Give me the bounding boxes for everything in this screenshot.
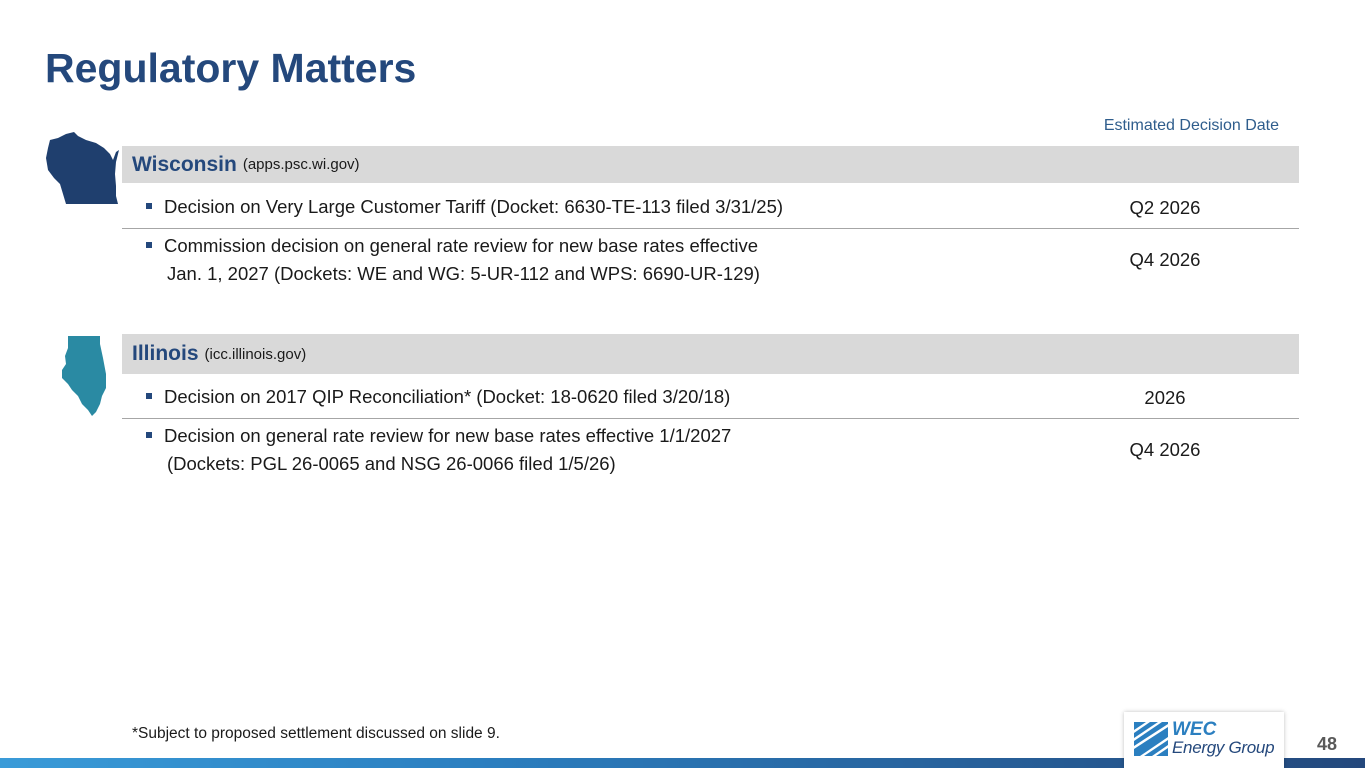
row-text-line1: Decision on Very Large Customer Tariff (Docket: 6630-TE-113 filed 3/31/25) (164, 196, 784, 217)
footnote: *Subject to proposed settlement discussed on slide 9. (132, 725, 500, 742)
row-description (164, 232, 760, 288)
table-row (122, 230, 1299, 290)
row-description (164, 383, 730, 411)
bullet-icon (146, 242, 152, 248)
section-header-illinois (122, 334, 1299, 374)
table-row (122, 184, 1299, 229)
row-text-line2: (Dockets: PGL 26-0065 and NSG 26-0066 filed 1/5/26) (167, 453, 616, 474)
page-title: Regulatory Matters (45, 45, 417, 91)
row-decision-date: Q4 2026 (1129, 249, 1201, 270)
bullet-icon (146, 393, 152, 399)
table-row (122, 375, 1299, 419)
row-text-line1: Decision on 2017 QIP Reconciliation* (Docket: 18-0620 filed 3/20/18) (164, 386, 731, 407)
logo-text-wec: WEC (1172, 719, 1217, 740)
wisconsin-map-icon (44, 130, 120, 206)
row-text-line1: Decision on general rate review for new base rates effective 1/1/2027 (164, 425, 732, 446)
table-row (122, 420, 1299, 480)
bullet-icon (146, 432, 152, 438)
row-decision-date: Q4 2026 (1129, 439, 1201, 460)
state-url: (icc.illinois.gov) (204, 345, 307, 363)
row-decision-date: Q2 2026 (1129, 197, 1201, 218)
state-url: (apps.psc.wi.gov) (242, 156, 360, 173)
section-header-wisconsin (122, 146, 1299, 183)
row-description (164, 422, 731, 478)
page-number: 48 (1317, 734, 1338, 754)
bullet-icon (146, 203, 152, 209)
logo-text-energy-group: Energy Group (1172, 738, 1275, 757)
row-text-line2: Jan. 1, 2027 (Dockets: WE and WG: 5-UR-112 and WPS: 6690-UR-129) (167, 263, 760, 284)
wec-energy-group-logo (1124, 712, 1284, 768)
state-name: Illinois (132, 342, 199, 365)
illinois-map-icon (60, 334, 110, 418)
wec-logo-mark-icon (1134, 722, 1168, 756)
state-name: Wisconsin (132, 152, 237, 176)
row-text-line1: Commission decision on general rate review for new base rates effective (164, 235, 759, 256)
row-description (164, 193, 783, 221)
row-decision-date: 2026 (1144, 387, 1186, 408)
column-header-estimated-decision-date: Estimated Decision Date (1103, 117, 1279, 134)
